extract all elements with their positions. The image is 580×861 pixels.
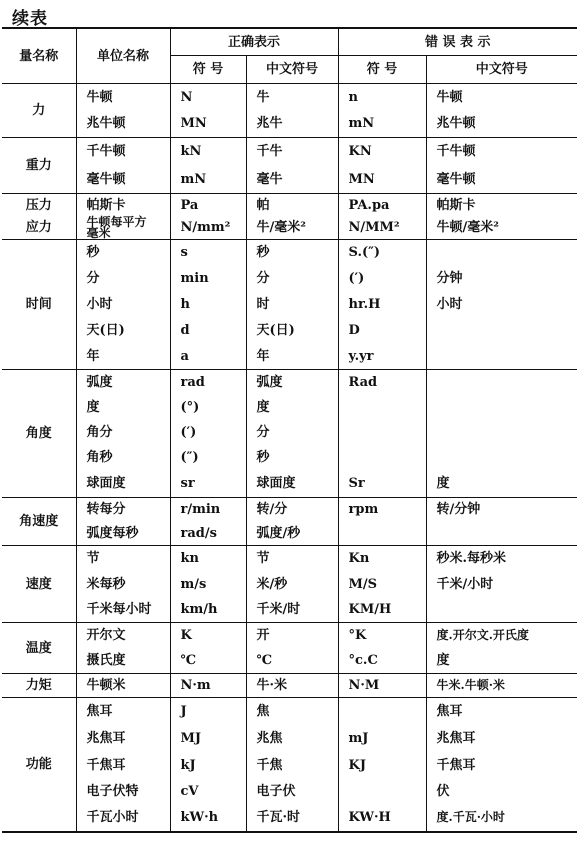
correct-cn-symbol: 度 (246, 395, 338, 420)
table-row (2, 318, 577, 344)
wrong-cn-symbol: 转/分钟 (436, 502, 481, 518)
wrong-cn-symbol: 千焦耳 (436, 757, 476, 773)
unit-name: 转每分 (76, 498, 170, 522)
unit-name: 开尔文 (76, 623, 170, 649)
correct-cn-symbol: 节 (246, 546, 338, 572)
correct-cn-symbol: 分 (246, 266, 338, 292)
correct-symbol: kW·h (170, 805, 246, 832)
correct-symbol: kJ (170, 752, 246, 779)
table-body (2, 84, 577, 832)
unit-name: 牛顿每平方毫米 (76, 217, 170, 240)
table-row (2, 84, 577, 111)
correct-cn-symbol: 牛/毫米² (246, 217, 338, 240)
table-row (2, 649, 577, 674)
correct-symbol: K (170, 623, 246, 649)
correct-symbol: N·m (170, 674, 246, 698)
table-row (2, 779, 577, 805)
wrong-cn-symbol: 帕斯卡 (436, 197, 476, 213)
header-quantity-name: 量名称 (2, 28, 76, 84)
header-wrong: 错 误 表 示 (338, 28, 577, 56)
wrong-cn-symbol (426, 522, 577, 546)
table-row (2, 572, 577, 598)
header-wrong-symbol: 符 号 (338, 56, 426, 84)
correct-cn-symbol: 开 (246, 623, 338, 649)
correct-cn-symbol: 毫牛 (246, 166, 338, 194)
correct-cn-symbol: 年 (246, 344, 338, 370)
correct-cn-symbol: 焦 (246, 698, 338, 725)
correct-cn-symbol: 天(日) (246, 318, 338, 344)
quantity-name: 角速度 (2, 498, 76, 546)
correct-cn-symbol: 牛·米 (246, 674, 338, 698)
wrong-symbol: KN (338, 138, 426, 166)
unit-name: 弧度每秒 (76, 522, 170, 546)
correct-symbol: kN (170, 138, 246, 166)
correct-cn-symbol: 兆焦 (246, 725, 338, 752)
unit-name: 角分 (76, 420, 170, 445)
wrong-symbol: MN (338, 166, 426, 194)
table-row (2, 498, 577, 522)
table-row (2, 752, 577, 779)
wrong-symbol: mJ (338, 725, 426, 752)
wrong-symbol: KW·H (338, 805, 426, 832)
wrong-symbol (338, 779, 426, 805)
quantity-name: 速度 (2, 546, 76, 623)
correct-cn-symbol: 分 (246, 420, 338, 445)
wrong-symbol: (′) (338, 266, 426, 292)
table-row (2, 598, 577, 623)
correct-cn-symbol: 兆牛 (246, 111, 338, 138)
correct-cn-symbol: 帕 (246, 194, 338, 217)
unit-name: 帕斯卡 (76, 194, 170, 217)
unit-name: 天(日) (76, 318, 170, 344)
table-row (2, 138, 577, 166)
wrong-symbol: n (338, 84, 426, 111)
table-row (2, 698, 577, 725)
unit-name: 兆焦耳 (76, 725, 170, 752)
wrong-symbol: KM/H (338, 598, 426, 623)
correct-symbol: kn (170, 546, 246, 572)
header-unit-name: 单位名称 (76, 28, 170, 84)
units-table (2, 27, 577, 833)
correct-symbol: r/min (170, 498, 246, 522)
table-row (2, 370, 577, 395)
wrong-symbol (338, 445, 426, 471)
wrong-symbol: N·M (338, 674, 426, 698)
wrong-cn-symbol (426, 598, 577, 623)
header-correct: 正确表示 (170, 28, 338, 56)
unit-name: 角秒 (76, 445, 170, 471)
correct-symbol: J (170, 698, 246, 725)
wrong-symbol: KJ (338, 752, 426, 779)
correct-symbol: s (170, 240, 246, 266)
unit-name: 千瓦小时 (76, 805, 170, 832)
unit-name: 毫牛顿 (76, 166, 170, 194)
correct-symbol: MN (170, 111, 246, 138)
wrong-cn-symbol: 分钟 (436, 271, 463, 286)
table-row (2, 217, 577, 240)
correct-cn-symbol: 秒 (246, 445, 338, 471)
correct-symbol: km/h (170, 598, 246, 623)
correct-cn-symbol: ℃ (246, 649, 338, 674)
correct-symbol: (′) (170, 420, 246, 445)
correct-symbol: d (170, 318, 246, 344)
wrong-cn-symbol: 千牛顿 (436, 144, 476, 160)
wrong-cn-symbol: 度 (426, 649, 577, 674)
unit-name: 牛顿米 (76, 674, 170, 698)
correct-cn-symbol: 球面度 (246, 471, 338, 498)
wrong-symbol: mN (338, 111, 426, 138)
unit-name: 焦耳 (76, 698, 170, 725)
wrong-symbol: y.yr (338, 344, 426, 370)
wrong-symbol (338, 522, 426, 546)
unit-name: 度 (76, 395, 170, 420)
wrong-symbol (338, 395, 426, 420)
wrong-symbol: S.(″) (338, 240, 426, 266)
correct-cn-symbol: 弧度/秒 (246, 522, 338, 546)
correct-symbol: N/mm² (170, 217, 246, 240)
wrong-cn-symbol: 伏 (436, 784, 450, 799)
correct-cn-symbol: 千焦 (246, 752, 338, 779)
correct-symbol: mN (170, 166, 246, 194)
quantity-name: 力 (2, 84, 76, 138)
table-row (2, 166, 577, 194)
header-correct-symbol: 符 号 (170, 56, 246, 84)
correct-symbol: N (170, 84, 246, 111)
correct-cn-symbol: 时 (246, 292, 338, 318)
wrong-symbol: N/MM² (338, 217, 426, 240)
wrong-cn-symbol: 秒米.每秒米 (436, 551, 507, 567)
unit-name: 牛顿 (76, 84, 170, 111)
unit-name: 千米每小时 (76, 598, 170, 623)
quantity-name: 时间 (2, 240, 76, 370)
unit-name: 弧度 (76, 370, 170, 395)
correct-symbol: m/s (170, 572, 246, 598)
table-caption: 续表 (12, 9, 48, 29)
header-wrong-cn-symbol: 中文符号 (426, 56, 577, 84)
table-row (2, 420, 577, 445)
wrong-cn-symbol: 度.开尔文.开氏度 (436, 628, 529, 643)
correct-symbol: cV (170, 779, 246, 805)
wrong-cn-symbol: 度.千瓦·小时 (426, 805, 577, 832)
wrong-cn-symbol: 小时 (436, 297, 463, 312)
wrong-cn-symbol: 兆牛顿 (426, 111, 577, 138)
unit-name: 摄氏度 (76, 649, 170, 674)
unit-name: 节 (76, 546, 170, 572)
wrong-symbol: Rad (338, 370, 426, 395)
correct-cn-symbol: 米/秒 (246, 572, 338, 598)
wrong-symbol: hr.H (338, 292, 426, 318)
wrong-cn-symbol (426, 240, 577, 266)
unit-name: 米每秒 (76, 572, 170, 598)
correct-symbol: (°) (170, 395, 246, 420)
unit-name: 千牛顿 (76, 138, 170, 166)
wrong-cn-symbol (426, 318, 577, 344)
correct-cn-symbol: 弧度 (246, 370, 338, 395)
correct-symbol: (″) (170, 445, 246, 471)
quantity-name: 功能 (2, 698, 76, 832)
quantity-name: 重力 (2, 138, 76, 194)
table-row (2, 445, 577, 471)
table-row (2, 546, 577, 572)
unit-name: 兆牛顿 (76, 111, 170, 138)
wrong-symbol: M/S (338, 572, 426, 598)
wrong-symbol (338, 698, 426, 725)
wrong-cn-symbol: 兆焦耳 (436, 730, 476, 746)
wrong-cn-symbol: 牛顿/毫米² (426, 217, 577, 240)
correct-cn-symbol: 转/分 (246, 498, 338, 522)
wrong-cn-symbol (426, 370, 577, 395)
table-row (2, 725, 577, 752)
wrong-cn-symbol: 千米/小时 (436, 577, 494, 592)
table-row (2, 240, 577, 266)
quantity-name-line: 压力 (25, 197, 52, 213)
table-row (2, 395, 577, 420)
wrong-cn-symbol: 度 (426, 471, 577, 498)
correct-symbol: ℃ (170, 649, 246, 674)
wrong-symbol: °K (338, 623, 426, 649)
table-row (2, 194, 577, 217)
correct-symbol: rad/s (170, 522, 246, 546)
wrong-cn-symbol: 牛米.牛顿·米 (426, 674, 577, 698)
table-row (2, 266, 577, 292)
correct-symbol: rad (170, 370, 246, 395)
header-correct-cn-symbol: 中文符号 (246, 56, 338, 84)
wrong-symbol (338, 420, 426, 445)
unit-name: 分 (76, 266, 170, 292)
correct-cn-symbol: 秒 (246, 240, 338, 266)
unit-name: 千焦耳 (76, 752, 170, 779)
unit-name: 年 (76, 344, 170, 370)
wrong-symbol: Kn (338, 546, 426, 572)
correct-symbol: a (170, 344, 246, 370)
correct-symbol: sr (170, 471, 246, 498)
table-row (2, 623, 577, 649)
table-row (2, 292, 577, 318)
correct-cn-symbol: 千米/时 (246, 598, 338, 623)
quantity-name: 角度 (2, 370, 76, 498)
table-row (2, 111, 577, 138)
wrong-symbol: D (338, 318, 426, 344)
wrong-cn-symbol: 毫牛顿 (426, 166, 577, 194)
correct-symbol: h (170, 292, 246, 318)
quantity-name-line: 应力 (25, 219, 52, 235)
wrong-cn-symbol (426, 395, 577, 420)
table-row (2, 522, 577, 546)
wrong-symbol: PA.pa (338, 194, 426, 217)
wrong-cn-symbol (426, 445, 577, 471)
table-row (2, 344, 577, 370)
wrong-cn-symbol: 焦耳 (436, 703, 463, 719)
table-row (2, 471, 577, 498)
quantity-name (2, 194, 76, 240)
wrong-cn-symbol (426, 420, 577, 445)
wrong-symbol: °c.C (338, 649, 426, 674)
table-row (2, 674, 577, 698)
correct-symbol: Pa (170, 194, 246, 217)
unit-name: 小时 (76, 292, 170, 318)
header-row-1 (2, 28, 577, 56)
wrong-cn-symbol (426, 344, 577, 370)
unit-name: 秒 (76, 240, 170, 266)
table-row (2, 805, 577, 832)
quantity-name: 力矩 (2, 674, 76, 698)
correct-symbol: min (170, 266, 246, 292)
correct-cn-symbol: 千瓦·时 (246, 805, 338, 832)
unit-name: 球面度 (76, 471, 170, 498)
correct-cn-symbol: 牛 (246, 84, 338, 111)
correct-cn-symbol: 电子伏 (246, 779, 338, 805)
wrong-symbol: Sr (338, 471, 426, 498)
correct-symbol: MJ (170, 725, 246, 752)
wrong-cn-symbol: 牛顿 (436, 89, 463, 105)
correct-cn-symbol: 千牛 (246, 138, 338, 166)
unit-name: 电子伏特 (76, 779, 170, 805)
wrong-symbol: rpm (338, 498, 426, 522)
quantity-name: 温度 (2, 623, 76, 674)
